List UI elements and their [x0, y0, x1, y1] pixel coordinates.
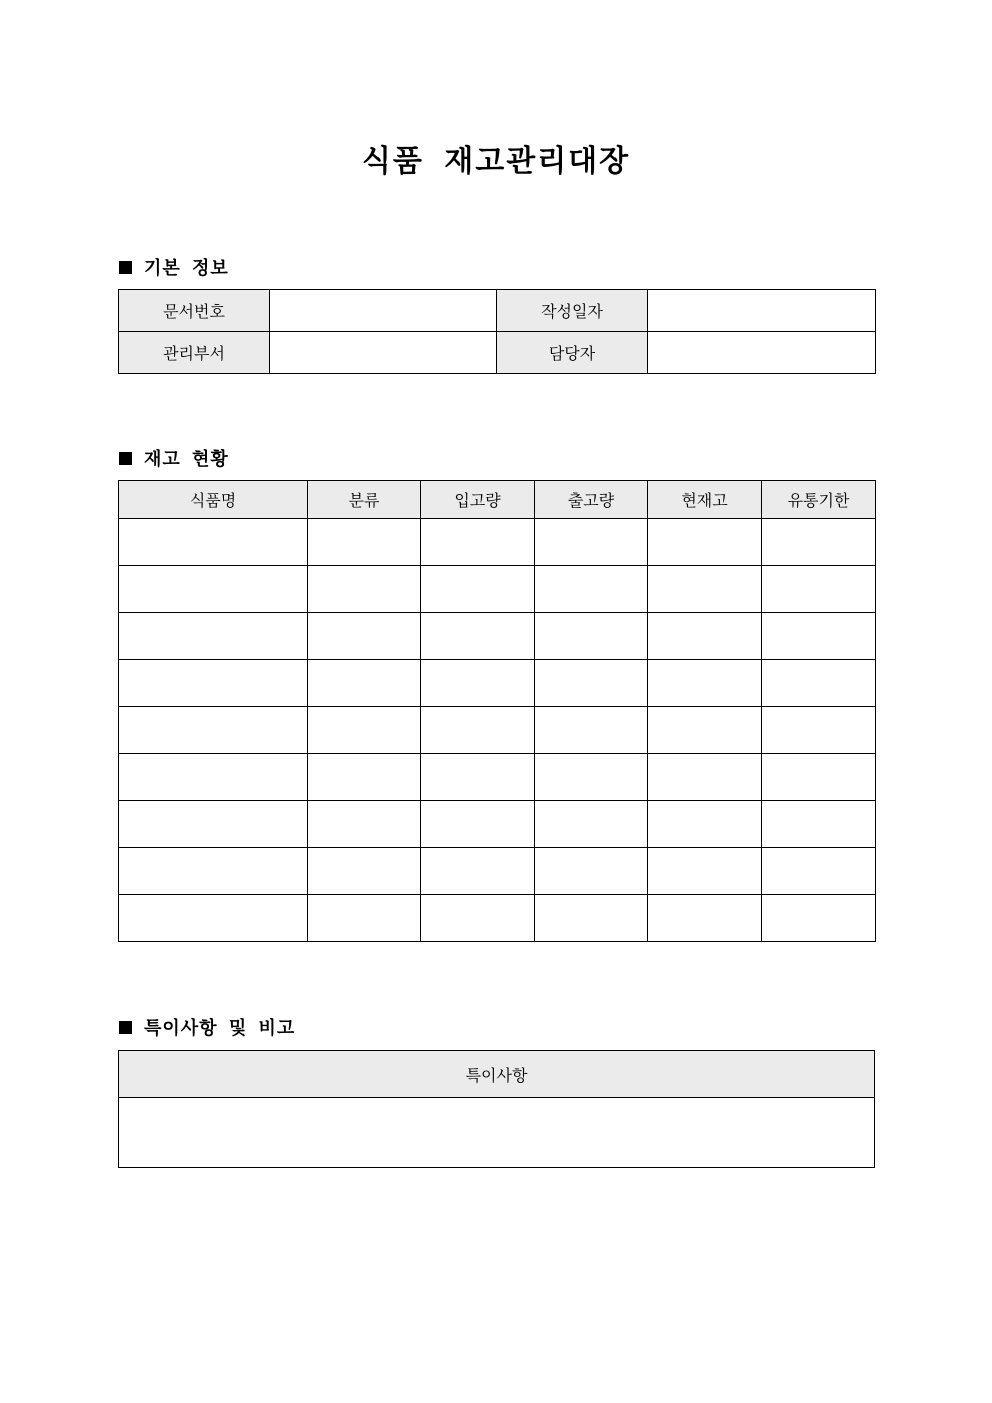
basic-info-heading-text: 기본 정보	[144, 258, 229, 279]
incoming-cell[interactable]	[421, 801, 535, 848]
notes-heading-text: 특이사항 및 비고	[144, 1018, 296, 1039]
table-row	[119, 332, 876, 374]
current-stock-cell[interactable]	[648, 660, 762, 707]
food-name-cell[interactable]	[119, 613, 308, 660]
basic-info-heading	[119, 254, 229, 280]
table-row	[119, 290, 876, 332]
col-header-expiry: 유통기한	[762, 481, 876, 519]
manager-label: 담당자	[497, 332, 648, 374]
food-name-cell[interactable]	[119, 566, 308, 613]
table-row	[119, 848, 876, 895]
current-stock-cell[interactable]	[648, 754, 762, 801]
outgoing-cell[interactable]	[535, 707, 648, 754]
date-field[interactable]	[648, 290, 876, 332]
outgoing-cell[interactable]	[535, 519, 648, 566]
basic-info-table	[118, 289, 876, 374]
col-header-current-stock: 현재고	[648, 481, 762, 519]
outgoing-cell[interactable]	[535, 613, 648, 660]
outgoing-cell[interactable]	[535, 848, 648, 895]
food-name-cell[interactable]	[119, 801, 308, 848]
department-field[interactable]	[270, 332, 497, 374]
table-row	[119, 519, 876, 566]
category-cell[interactable]	[308, 707, 421, 754]
expiry-cell[interactable]	[762, 754, 876, 801]
incoming-cell[interactable]	[421, 660, 535, 707]
table-row	[119, 660, 876, 707]
outgoing-cell[interactable]	[535, 801, 648, 848]
category-cell[interactable]	[308, 848, 421, 895]
current-stock-cell[interactable]	[648, 519, 762, 566]
col-header-outgoing: 출고량	[535, 481, 648, 519]
col-header-category: 분류	[308, 481, 421, 519]
category-cell[interactable]	[308, 613, 421, 660]
expiry-cell[interactable]	[762, 801, 876, 848]
inventory-heading-text: 재고 현황	[144, 449, 229, 470]
notes-field[interactable]	[119, 1098, 875, 1168]
category-cell[interactable]	[308, 895, 421, 942]
inventory-table	[118, 480, 876, 942]
date-label: 작성일자	[497, 290, 648, 332]
expiry-cell[interactable]	[762, 566, 876, 613]
outgoing-cell[interactable]	[535, 660, 648, 707]
table-row	[119, 566, 876, 613]
incoming-cell[interactable]	[421, 895, 535, 942]
notes-body-row	[119, 1098, 875, 1168]
manager-field[interactable]	[648, 332, 876, 374]
incoming-cell[interactable]	[421, 519, 535, 566]
outgoing-cell[interactable]	[535, 754, 648, 801]
expiry-cell[interactable]	[762, 519, 876, 566]
notes-table	[118, 1050, 875, 1168]
table-row	[119, 895, 876, 942]
category-cell[interactable]	[308, 801, 421, 848]
category-cell[interactable]	[308, 754, 421, 801]
notes-header-row	[119, 1051, 875, 1098]
document-title: 식품 재고관리대장	[361, 144, 631, 179]
table-row	[119, 707, 876, 754]
current-stock-cell[interactable]	[648, 848, 762, 895]
expiry-cell[interactable]	[762, 895, 876, 942]
col-header-food-name: 식품명	[119, 481, 308, 519]
square-bullet-icon	[119, 1021, 132, 1034]
expiry-cell[interactable]	[762, 613, 876, 660]
incoming-cell[interactable]	[421, 754, 535, 801]
expiry-cell[interactable]	[762, 707, 876, 754]
current-stock-cell[interactable]	[648, 566, 762, 613]
current-stock-cell[interactable]	[648, 801, 762, 848]
incoming-cell[interactable]	[421, 707, 535, 754]
incoming-cell[interactable]	[421, 613, 535, 660]
food-name-cell[interactable]	[119, 895, 308, 942]
col-header-incoming: 입고량	[421, 481, 535, 519]
incoming-cell[interactable]	[421, 848, 535, 895]
incoming-cell[interactable]	[421, 566, 535, 613]
expiry-cell[interactable]	[762, 848, 876, 895]
inventory-heading	[119, 445, 229, 471]
expiry-cell[interactable]	[762, 660, 876, 707]
doc-number-label: 문서번호	[119, 290, 270, 332]
food-name-cell[interactable]	[119, 848, 308, 895]
table-row	[119, 754, 876, 801]
table-row	[119, 613, 876, 660]
category-cell[interactable]	[308, 566, 421, 613]
current-stock-cell[interactable]	[648, 707, 762, 754]
current-stock-cell[interactable]	[648, 895, 762, 942]
food-name-cell[interactable]	[119, 660, 308, 707]
inventory-header-row	[119, 481, 876, 519]
food-name-cell[interactable]	[119, 754, 308, 801]
category-cell[interactable]	[308, 519, 421, 566]
notes-column-header: 특이사항	[119, 1051, 875, 1098]
square-bullet-icon	[119, 261, 132, 274]
current-stock-cell[interactable]	[648, 613, 762, 660]
category-cell[interactable]	[308, 660, 421, 707]
outgoing-cell[interactable]	[535, 566, 648, 613]
outgoing-cell[interactable]	[535, 895, 648, 942]
notes-heading	[119, 1014, 295, 1040]
table-row	[119, 801, 876, 848]
food-name-cell[interactable]	[119, 707, 308, 754]
department-label: 관리부서	[119, 332, 270, 374]
square-bullet-icon	[119, 452, 132, 465]
doc-number-field[interactable]	[270, 290, 497, 332]
food-name-cell[interactable]	[119, 519, 308, 566]
